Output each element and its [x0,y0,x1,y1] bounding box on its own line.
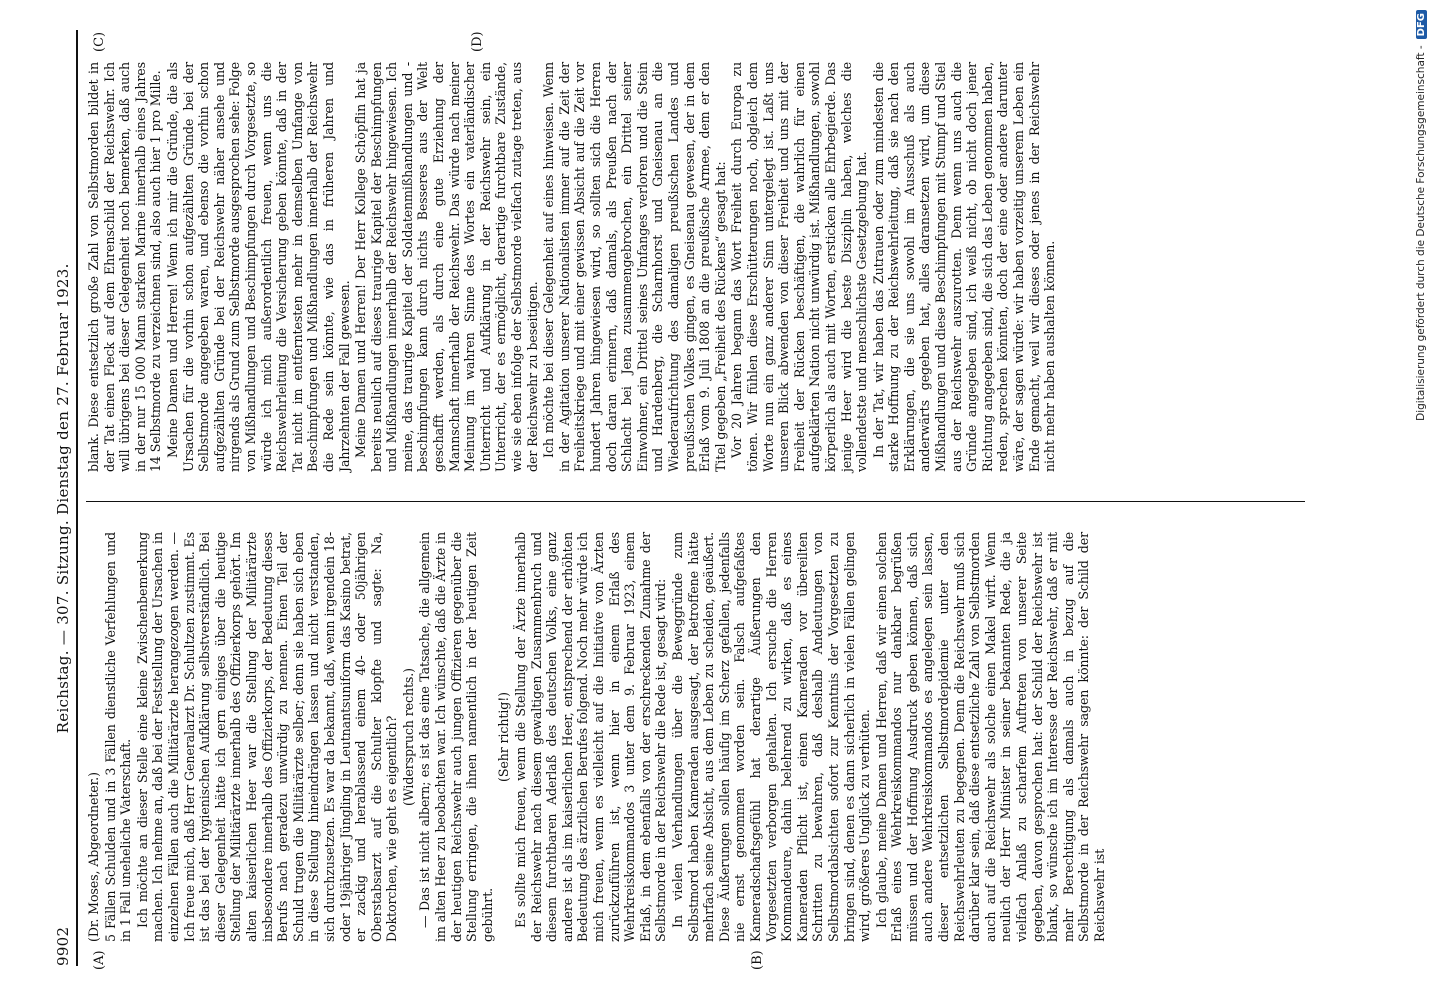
paragraph: Ich glaube, meine Damen und Herren, daß wir einen solchen Erlaß eines Wehrkreiskommandos nur dankbar begrüßen müssen und der Hoffnung Ausdruck geben können, daß sich auch andere Wehrkreiskommandos es angelegen sein lassen, dieser entsetzlichen Selbstmordepidemie unter den Reichswehrleuten zu begegnen. Denn die Reichswehr muß sich darüber klar sein, daß diese entsetzliche Zahl von Selbstmorden auch auf die Reichswehr als solche einen Makel wirft. Wenn neulich der Herr Minister in seiner bekannten Rede, die ja vielfach Anlaß zu scharfem Auftreten von unserer Seite gegeben, davon gesprochen hat: der Schild der Reichswehr ist blank, so wünsche ich im Interesse der Reichswehr, daß er mit mehr Berechtigung als damals auch in bezug auf die Selbstmorde in der Reichswehr sagen könnte: der Schild der Reichswehr ist [873,532,1107,942]
paragraph: In vielen Verhandlungen über die Beweggründe zum Selbstmord haben Kameraden ausgesagt, der Betroffene hätte mehrfach seine Absicht, aus dem Leben zu scheiden, geäußert. Diese Äußerungen sollen häufig im Scherz gefallen, jedenfalls nie ernst genommen worden sein. Falsch aufgefaßtes Kameradschaftsgefühl hat derartige Äußerungen den Vorgesetzten verborgen gehalten. Ich ersuche die Herren Kommandeure, dahin belehrend zu wirken, daß es eines Kameraden Pflicht ist, einen Kameraden vor übereilten Schritten zu bewahren, daß deshalb Andeutungen von Selbstmordabsichten sofort zur Kenntnis der Vorgesetzten zu bringen sind, denen es dann sicherlich in vielen Fällen gelingen wird, größeres Unglück zu verhüten. [669,532,873,942]
page-number: 9902 [54,926,72,966]
margin-marker-a: (A) [92,950,107,970]
paragraph: — Das ist nicht albern; es ist das eine Tatsache, die allgemein im alten Heer zu beobachten war. Ich wünschte, daß die Ärzte in der heutigen Reichswehr auch jungen Offizieren gegenüber die Stellung erringen, die ihnen namentlich in der heutigen Zeit gebührt. [417,532,495,942]
right-text-column [86,62,1305,472]
margin-marker-d: (D) [470,31,485,52]
paragraph: blank. Diese entsetzlich große Zahl von Selbstmorden bildet in der Tat einen Fleck auf dem Ehrenschild der Reichswehr. Ich will übrigens bei dieser Gelegenheit noch bemerken, daß auch in der nur 15 000 Mann starken Marine innerhalb eines Jahres 14 Selbstmorde zu verzeichnen sind, also auch hier 1 pro Mille. [86,62,164,472]
paragraph: 5 Fällen Schulden und in 3 Fällen dienstliche Verfehlungen und in 1 Fall uneheliche Vaterschaft. [102,532,134,942]
margin-marker-c: (C) [92,31,107,52]
paragraph: (Dr. Moses, Abgeordneter.) [86,772,101,942]
credit-text: Digitalisierung gefördert durch die Deutsche Forschungsgemeinschaft - [1415,45,1427,421]
paragraph: Ich möchte an dieser Stelle eine kleine Zwischenbemerkung machen. Ich nehme an, daß bei der Feststellung der Ursachen in einzelnen Fällen auch die Militärärzte herangezogen werden. — Ich freue mich, daß Herr Generalarzt Dr. Schultzen zustimmt. Es ist das bei der hygienischen Aufklärung selbstverständlich. Bei dieser Gelegenheit hätte ich gern einiges über die heutige Stellung der Militärärzte innerhalb des Offizierkorps gehört. Im alten kaiserlichen Heer war die Stellung der Militärärzte insbesondere innerhalb des Offizierkorps, der Bedeutung dieses Berufs nach geradezu unwürdig zu nennen. Einen Teil der Schuld trugen die Militärärzte selber; denn sie haben sich eben in diese Stellung hineindrängen lassen und nicht verstanden, sich durchzusetzen. Es war da bekannt, daß, wenn irgendein 18- oder 19jähriger Jüngling in Leutnantsuniform das Kasino betrat, er zackig und herablassend einem 40- oder 50jährigen Oberstabsarzt auf die Schulter klopfte und sagte: Na, Doktorchen, wie geht es eigentlich? [134,532,400,942]
margin-marker-b: (B) [750,950,765,970]
dfg-credit [1412,10,1430,990]
column-divider [86,501,1305,502]
page-header [38,30,78,966]
paragraph: Meine Damen und Herren! Wenn ich mir die Gründe, die als Ursachen für die vorhin schon aufgezählten Gründe bei der Selbstmorde angegeben waren, und ebenso die vorhin schon aufgezählten Gründe bei der Reichswehr näher ansehe und nirgends als Grund zum Selbstmorde ausgesprochen sehe: Folge von Mißhandlungen und Beschimpfungen durch Vorgesetzte, so würde ich mich außerordentlich freuen, wenn uns die Reichswehrleitung die Versicherung geben könnte, daß in der Tat nicht im entferntesten mehr in demselben Umfange von Beschimpfungen und Mißhandlungen innerhalb der Reichswehr die Rede sein könnte, wie das in früheren Jahren und Jahrzehnten der Fall gewesen. [164,62,352,472]
paragraph: Vor 20 Jahren begann das Wort Freiheit durch Europa zu tönen. Wir fühlen diese Erschütterungen noch, obgleich dem Worte nun ein ganz anderer Sinn untergelegt ist. Laßt uns unseren Blick abwenden von dieser Freiheit und uns mit der Freiheit der Rücken beschäftigen, die wahrlich für einen aufgeklärten Nation nicht unwürdig ist. Mißhandlungen, sowohl körperlich als auch mit Worten, ersticken alle Ehrbegierde. Das jenige Heer wird die beste Disziplin haben, welches die vollendetste und menschlichste Gesetzgebung hat. [729,62,870,472]
left-text-column [86,532,1305,942]
dfg-logo: DFG [1416,10,1427,39]
paragraph: Meine Damen und Herren! Der Herr Kollege Schöpflin hat ja bereits neulich auf dieses traurige Kapitel der Beschimpfungen und Mißhandlungen innerhalb der Reichswehr hingewiesen. Ich meine, das traurige Kapitel der Soldatenmißhandlungen und -beschimpfungen kann durch nichts Besseres aus der Welt geschafft werden, als durch eine gute Erziehung der Mannschaft innerhalb der Reichswehr. Das würde nach meiner Meinung im wahren Sinne des Wortes ein vaterländischer Unterricht und Aufklärung in der Reichswehr sein, ein Unterricht, der es ermöglicht, derartige furchtbare Zustände, wie sie eben infolge der Selbstmorde vielfach zutage treten, aus der Reichswehr zu beseitigen. [353,62,540,472]
session-title: Reichstag. — 307. Sitzung. Dienstag den 27. Februar 1923. [54,263,72,734]
paragraph: In der Tat, wir haben das Zutrauen oder zum mindesten die starke Hoffnung zu der Reichswehrleitung, daß sie nach den Erklärungen, die sie uns sowohl im Ausschuß als auch anderwärts gegeben hat, alles daransetzen wird, um diese Mißhandlungen und diese Beschimpfungen mit Stumpf und Stiel aus der Reichswehr auszurotten. Denn wenn uns auch die Gründe angegeben sind, ich weiß nicht, ob nicht doch jener Richtung angegeben sind, die sich das Leben genommen haben, reden, sprechen könnten, doch der eine oder andere darunter wäre, der sagen würde: wir haben vorzeitig unserem Leben ein Ende gemacht, weil wir dieses oder jenes in der Reichswehr nicht mehr haben aushalten können. [870,62,1058,472]
paragraph: Ich möchte bei dieser Gelegenheit auf eines hinweisen. Wenn in der Agitation unserer Nationalisten immer auf die Zeit der Freiheitskriege und mit einer gewissen Absicht auf die Zeit vor hundert Jahren hingewiesen wird, so sollten sich die Herren doch daran erinnern, daß damals, als Preußen nach der Schlacht bei Jena zusammengebrochen, ein Drittel seiner Einwohner, ein Drittel seines Umfanges verloren und die Stein und Hardenberg, die Scharnhorst und Gneisenau an die Wiederaufrichtung des damaligen preußischen Landes und preußischen Volkes gingen, es Gneisenau gewesen, der in dem Erlaß vom 9. Juli 1808 an die preußische Armee, dem er den Titel gegeben „Freiheit des Rückens“ gesagt hat: [541,62,728,472]
paragraph: (Sehr richtig!) [496,692,512,782]
paragraph: Es sollte mich freuen, wenn die Stellung der Ärzte innerhalb der Reichswehr nach diesem gewaltigen Zusammenbruch und diesem furchtbaren Aderlaß des deutschen Volks, eine ganz andere ist als im kaiserlichen Heer, entsprechend der erhöhten Bedeutung des ärztlichen Berufes folgend. Noch mehr würde ich mich freuen, wenn es vielleicht auf die Initiative von Ärzten zurückzuführen ist, wenn hier in einem Erlaß des Wehrkreiskommandos 3 unter dem 9. Februar 1923, einem Erlaß, in dem ebenfalls von der erschreckenden Zunahme der Selbstmorde in der Reichswehr die Rede ist, gesagt wird: [513,532,669,942]
paragraph: (Widerspruch rechts.) [400,668,416,806]
